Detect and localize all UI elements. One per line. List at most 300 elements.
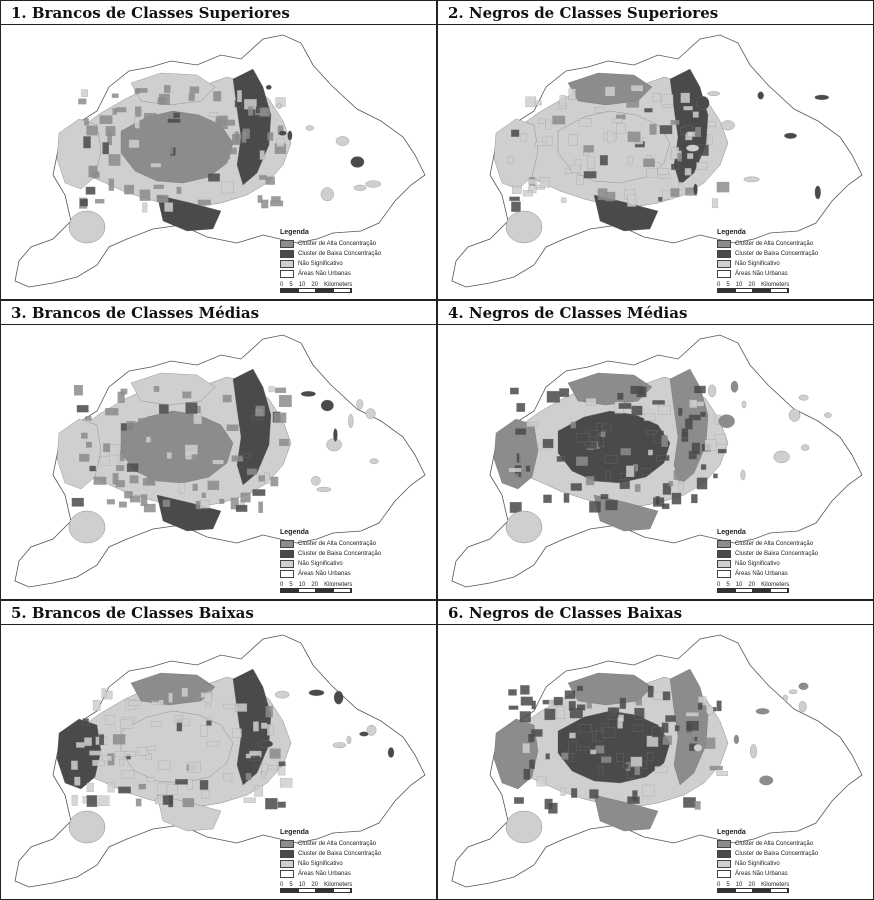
census-tract	[546, 754, 550, 760]
census-tract	[168, 119, 181, 123]
legend-label: Não Significativo	[735, 561, 780, 567]
census-tract	[631, 85, 643, 91]
legend-item	[280, 570, 430, 578]
census-tract	[268, 133, 274, 141]
urban-patch	[815, 186, 821, 199]
scale-tick: 10	[298, 882, 306, 888]
urban-patch	[815, 95, 829, 100]
census-tract	[658, 168, 669, 175]
census-tract	[116, 465, 124, 471]
census-tract	[120, 451, 124, 461]
census-tract	[560, 95, 566, 106]
census-tract	[209, 112, 218, 117]
census-tract	[146, 777, 155, 781]
census-tract	[108, 782, 115, 792]
scale-tick: 0	[717, 282, 721, 288]
scale-graphic	[280, 288, 352, 293]
urban-patch	[357, 399, 364, 409]
urban-patch	[759, 776, 773, 785]
census-tract	[158, 783, 168, 794]
census-tract	[202, 791, 210, 799]
census-tract	[561, 787, 566, 795]
census-tract	[676, 690, 685, 695]
census-tract	[671, 164, 678, 170]
scale-bar	[717, 282, 867, 293]
reservoir-area	[69, 811, 105, 843]
scale-tick: 10	[735, 582, 743, 588]
scale-unit: Kilometers	[324, 582, 353, 588]
scale-bar	[280, 582, 430, 593]
census-tract	[83, 719, 89, 726]
census-tract	[648, 752, 654, 760]
census-tract	[94, 477, 107, 485]
census-tract	[543, 439, 554, 448]
census-tract	[262, 772, 266, 779]
urban-patch	[801, 445, 809, 451]
census-tract	[274, 413, 286, 423]
census-tract	[595, 732, 604, 742]
scale-tick: 5	[289, 882, 293, 888]
legend-label: Cluster de Baixa Concentração	[298, 251, 382, 257]
census-tract	[710, 766, 723, 770]
census-tract	[223, 395, 232, 402]
legend-title: Legenda	[717, 529, 746, 536]
urban-patch	[311, 476, 320, 485]
census-tract	[698, 703, 703, 710]
census-tract	[99, 734, 104, 745]
census-tract	[635, 484, 640, 491]
census-tract	[598, 767, 603, 774]
census-tract	[253, 489, 266, 495]
census-tract	[139, 784, 146, 789]
legend-item	[280, 860, 430, 868]
census-tract	[632, 406, 643, 415]
urban-patch	[275, 691, 289, 698]
census-tract	[87, 795, 97, 807]
census-tract	[529, 760, 535, 769]
legend-item	[280, 270, 430, 278]
urban-patch	[789, 690, 797, 694]
census-tract	[254, 786, 263, 796]
census-tract	[175, 779, 188, 784]
census-tract	[662, 436, 668, 447]
census-tract	[652, 400, 664, 404]
census-tract	[241, 493, 251, 503]
legend-label: Cluster de Baixa Concentração	[735, 851, 819, 857]
urban-patch	[370, 459, 379, 464]
census-tract	[508, 156, 514, 163]
reservoir-area	[506, 511, 542, 543]
legend-title: Legenda	[717, 829, 746, 836]
map-panel-3	[0, 300, 437, 600]
census-tract	[569, 701, 576, 711]
census-tract	[233, 729, 242, 738]
legend-item	[280, 260, 430, 268]
scale-graphic	[717, 888, 789, 893]
census-tract	[613, 118, 623, 123]
legend-label: Áreas Não Urbanas	[298, 571, 351, 577]
census-tract	[595, 107, 605, 113]
census-tract	[173, 475, 183, 480]
census-tract	[154, 185, 164, 189]
legend-swatch	[717, 560, 731, 568]
census-tract	[626, 466, 634, 477]
census-tract	[84, 118, 89, 125]
census-tract	[232, 134, 240, 145]
census-tract	[662, 723, 669, 733]
panel-title: 4. Negros de Classes Médias	[438, 301, 873, 325]
scale-tick: 10	[735, 882, 743, 888]
legend-item	[280, 240, 430, 248]
legend-swatch	[280, 570, 294, 578]
census-tract	[540, 177, 550, 187]
census-tract	[509, 468, 522, 472]
census-tract	[579, 747, 590, 751]
census-tract	[565, 691, 575, 699]
census-tract	[509, 474, 519, 482]
legend-item	[280, 550, 430, 558]
census-tract	[76, 742, 85, 747]
urban-patch	[253, 765, 258, 772]
census-tract	[571, 422, 576, 428]
census-tract	[508, 689, 516, 695]
census-tract	[688, 132, 696, 137]
census-tract	[164, 85, 170, 93]
census-tract	[138, 747, 149, 755]
census-tract	[86, 442, 92, 448]
census-tract	[147, 746, 155, 751]
urban-patch	[301, 391, 316, 396]
urban-patch	[279, 131, 286, 136]
census-tract	[548, 803, 557, 814]
urban-patch	[351, 157, 364, 168]
census-tract	[571, 165, 581, 173]
census-tract	[146, 437, 151, 443]
census-tract	[193, 484, 198, 491]
census-tract	[571, 483, 582, 490]
census-tract	[526, 97, 536, 107]
census-tract	[561, 198, 566, 203]
census-tract	[509, 706, 518, 710]
census-tract	[695, 801, 701, 809]
census-tract	[511, 202, 520, 212]
census-tract	[584, 171, 597, 178]
census-tract	[684, 732, 695, 743]
census-tract	[127, 463, 138, 471]
census-tract	[663, 736, 672, 745]
legend-swatch	[280, 870, 294, 878]
census-tract	[248, 107, 253, 116]
census-tract	[129, 701, 141, 706]
urban-patch	[734, 735, 739, 744]
urban-patch	[321, 400, 334, 411]
census-tract	[620, 480, 630, 489]
census-tract	[140, 144, 152, 152]
census-tract	[74, 385, 83, 395]
census-tract	[118, 787, 131, 794]
urban-patch	[708, 385, 716, 397]
census-tract	[102, 689, 106, 698]
census-tract	[151, 722, 162, 727]
census-tract	[121, 720, 133, 729]
scale-unit: Kilometers	[324, 282, 353, 288]
census-tract	[691, 494, 697, 503]
legend-label: Cluster de Baixa Concentração	[735, 551, 819, 557]
urban-patch	[366, 181, 381, 188]
legend-label: Cluster de Baixa Concentração	[298, 551, 382, 557]
urban-patch	[824, 413, 831, 418]
census-tract	[165, 129, 171, 139]
census-tract	[236, 505, 247, 512]
census-tract	[586, 476, 594, 485]
census-tract	[620, 698, 626, 709]
census-tract	[253, 722, 259, 732]
census-tract	[89, 166, 98, 177]
scale-tick: 5	[726, 882, 730, 888]
census-tract	[136, 799, 141, 807]
urban-patch	[694, 744, 702, 751]
census-tract	[182, 688, 188, 697]
legend-label: Cluster de Alta Concentração	[298, 541, 377, 547]
urban-patch	[317, 487, 331, 492]
census-tract	[251, 756, 260, 761]
census-tract	[683, 797, 696, 807]
census-tract	[662, 504, 669, 510]
map-panel-6	[437, 600, 874, 900]
census-tract	[228, 120, 235, 126]
reservoir-area	[69, 211, 105, 243]
urban-patch	[731, 381, 738, 392]
census-tract	[626, 97, 639, 107]
scale-labels	[280, 582, 430, 588]
census-tract	[532, 701, 536, 709]
census-tract	[577, 433, 590, 442]
census-tract	[267, 724, 274, 735]
legend-item	[717, 560, 867, 568]
census-tract	[144, 113, 157, 120]
census-tract	[279, 762, 286, 767]
census-tract	[636, 696, 642, 705]
census-tract	[259, 476, 265, 482]
census-tract	[264, 473, 269, 484]
census-tract	[646, 431, 656, 435]
census-tract	[586, 398, 596, 405]
census-tract	[79, 454, 89, 462]
census-tract	[694, 386, 706, 393]
census-tract	[590, 750, 596, 755]
census-tract	[189, 93, 195, 100]
legend-item	[280, 850, 430, 858]
census-tract	[569, 135, 578, 146]
census-tract	[83, 136, 90, 148]
census-tract	[653, 93, 661, 102]
census-tract	[89, 751, 102, 756]
legend-item	[280, 250, 430, 258]
census-tract	[147, 447, 159, 453]
census-tract	[159, 404, 169, 413]
legend-swatch	[717, 570, 731, 578]
census-tract	[212, 451, 223, 458]
legend-item	[717, 850, 867, 858]
panel-title: 2. Negros de Classes Superiores	[438, 1, 873, 25]
scale-tick: 0	[717, 582, 721, 588]
census-tract	[142, 203, 147, 212]
legend-label: Não Significativo	[735, 261, 780, 267]
census-tract	[260, 108, 270, 117]
census-tract	[650, 124, 657, 134]
census-tract	[679, 481, 684, 490]
census-tract	[616, 754, 623, 762]
census-tract	[130, 476, 139, 484]
census-tract	[168, 795, 173, 807]
urban-patch	[719, 415, 735, 428]
census-tract	[190, 131, 198, 142]
urban-patch	[750, 744, 757, 758]
census-tract	[223, 773, 232, 781]
census-tract	[628, 157, 632, 165]
census-tract	[158, 98, 166, 104]
census-tract	[194, 413, 202, 424]
map-legend	[717, 829, 867, 893]
urban-patch	[799, 701, 807, 712]
census-tract	[107, 499, 115, 504]
census-tract	[643, 785, 655, 796]
legend-title: Legenda	[280, 529, 309, 536]
census-tract	[130, 496, 140, 503]
panel-title: 3. Brancos de Classes Médias	[1, 301, 436, 325]
census-tract	[675, 725, 680, 731]
legend-label: Não Significativo	[298, 261, 343, 267]
legend-swatch	[717, 270, 731, 278]
scale-tick: 10	[298, 582, 306, 588]
scale-tick: 5	[289, 282, 293, 288]
map-panel-5	[0, 600, 437, 900]
census-tract	[177, 187, 182, 194]
legend-label: Cluster de Alta Concentração	[735, 841, 814, 847]
urban-patch	[258, 740, 273, 747]
census-tract	[658, 197, 662, 201]
census-tract	[183, 392, 192, 399]
census-tract	[547, 391, 560, 402]
census-tract	[90, 466, 96, 471]
census-tract	[257, 412, 264, 416]
legend-item	[717, 260, 867, 268]
census-tract	[512, 186, 521, 193]
census-tract	[173, 113, 180, 119]
legend-label: Não Significativo	[735, 861, 780, 867]
census-tract	[669, 481, 673, 486]
census-tract	[692, 443, 700, 455]
scale-tick: 0	[717, 882, 721, 888]
legend-label: Cluster de Alta Concentração	[735, 241, 814, 247]
census-tract	[228, 148, 237, 154]
map-panel-4	[437, 300, 874, 600]
census-tract	[705, 738, 716, 749]
census-tract	[660, 125, 672, 134]
census-tract	[644, 413, 655, 421]
census-tract	[164, 203, 173, 212]
census-tract	[112, 94, 119, 98]
census-tract	[198, 126, 208, 136]
scale-graphic	[280, 888, 352, 893]
census-tract	[689, 400, 697, 408]
census-tract	[277, 139, 285, 147]
census-tract	[605, 500, 617, 510]
census-tract	[227, 425, 239, 431]
legend-title: Legenda	[280, 829, 309, 836]
census-tract	[678, 408, 682, 416]
census-tract	[165, 459, 174, 467]
panel-title: 1. Brancos de Classes Superiores	[1, 1, 436, 25]
panel-title: 5. Brancos de Classes Baixas	[1, 601, 436, 625]
census-tract	[587, 157, 594, 169]
census-tract	[95, 199, 104, 203]
urban-patch	[744, 177, 760, 182]
census-tract	[648, 450, 653, 455]
census-tract	[78, 99, 86, 105]
census-tract	[261, 723, 267, 729]
census-tract	[279, 395, 292, 407]
census-tract	[546, 120, 552, 129]
census-tract	[623, 764, 628, 769]
legend-swatch	[280, 560, 294, 568]
scale-tick: 5	[289, 582, 293, 588]
urban-patch	[321, 188, 334, 201]
urban-patch	[756, 708, 769, 714]
census-tract	[707, 135, 712, 145]
census-tract	[718, 449, 727, 453]
census-tract	[648, 686, 654, 698]
urban-patch	[697, 96, 710, 110]
urban-patch	[742, 401, 746, 408]
census-tract	[206, 721, 211, 726]
legend-swatch	[280, 840, 294, 848]
census-tract	[559, 388, 569, 397]
scale-tick: 20	[748, 582, 756, 588]
census-tract	[81, 90, 87, 97]
census-tract	[685, 418, 693, 429]
census-tract	[642, 469, 651, 475]
legend-swatch	[280, 850, 294, 858]
legend-label: Áreas Não Urbanas	[735, 571, 788, 577]
census-tract	[660, 175, 670, 179]
census-tract	[269, 386, 275, 391]
legend-title: Legenda	[717, 229, 746, 236]
urban-patch	[694, 184, 698, 195]
census-tract	[183, 798, 194, 807]
census-tract	[557, 456, 564, 461]
census-tract	[198, 200, 211, 205]
census-tract	[680, 128, 686, 135]
urban-patch	[799, 395, 809, 400]
census-tract	[109, 154, 121, 165]
census-tract	[266, 177, 275, 185]
legend-swatch	[717, 870, 731, 878]
urban-patch	[309, 690, 324, 696]
census-tract	[87, 126, 98, 136]
legend-swatch	[717, 850, 731, 858]
census-tract	[163, 500, 170, 507]
census-tract	[138, 418, 145, 429]
census-tract	[200, 726, 207, 737]
census-tract	[72, 795, 78, 805]
legend-item	[717, 570, 867, 578]
scale-tick: 20	[748, 282, 756, 288]
scale-tick: 5	[726, 282, 730, 288]
census-tract	[106, 715, 115, 724]
census-tract	[165, 143, 173, 154]
urban-patch	[706, 706, 713, 716]
